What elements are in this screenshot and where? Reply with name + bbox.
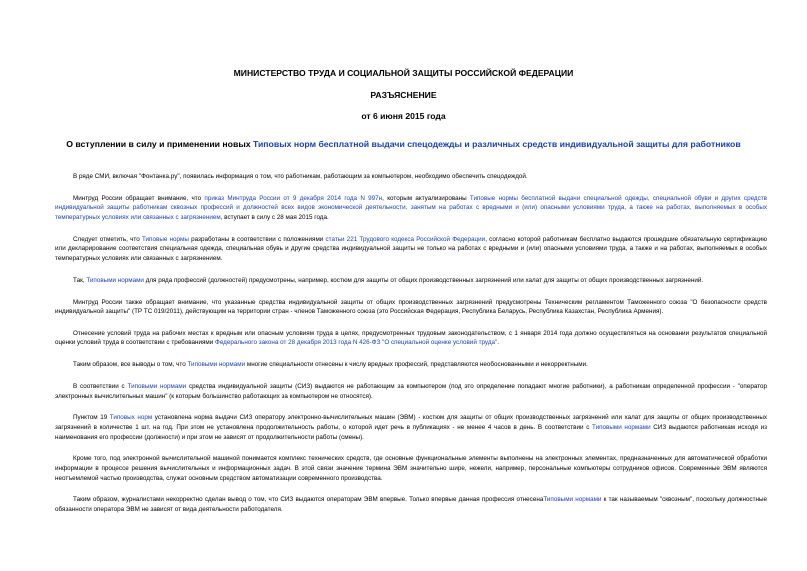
body-paragraph <box>55 382 767 401</box>
document-link[interactable]: Типовыми нормами <box>127 383 187 391</box>
document-link[interactable]: Типовых норм <box>109 414 153 422</box>
body-paragraph <box>55 235 767 264</box>
document-link[interactable]: Типовые нормы бесплатной выдачи специальной одежды, специальной обуви и других средств индивидуальной защиты работникам сквозных профессий и должностей всех видов экономической деятельности, занятым на работах с вредными и (или) опасными условиями труда, а также на работах, выполняемых в особых температурных условиях или связанных с загрязнением <box>55 194 767 221</box>
paragraph-text: . <box>497 339 500 347</box>
paragraph-text: разработаны в соответствии с положениями <box>188 235 326 243</box>
document-link[interactable]: Типовыми нормами <box>86 276 144 284</box>
paragraph-text: , согласно которой работникам бесплатно выдаются прошедшие обязательную сертификацию или декларирование соответствия специальная одежда, специальная обувь и другие средства индивидуальной защиты не только на работах с вредными и (или) опасными условиями труда, а также и на работах, выполняемых в особых температурных условиях или связанных с загрязнением. <box>55 235 767 262</box>
title-link[interactable]: Типовых норм бесплатной выдачи спецодежды и различных средств индивидуальной защиты для работников <box>252 139 741 149</box>
document-link[interactable]: статьи 221 Трудового кодекса Российской Федерации <box>325 235 486 243</box>
paragraph-text: Минтруд России также обращает внимание, что указанные средства индивидуальной защиты от общих производственных загрязнений предусмотрены Техническим регламентом Таможенного союза "О безопасности средств индивидуальной защиты" (ТР ТС 019/2011), действующим на территории стран - членов Таможенного союза (это Российская Федерация, Республика Беларусь, Республика Казахстан, Республика Армения). <box>55 298 767 316</box>
paragraph-text: СИЗ выдаются работникам исходя из наименования его профессии (должности) и при этом не зависят от продолжительности работы (смены). <box>55 424 767 441</box>
paragraph-text: для ряда профессий (должностей) предусмотрены, например, костюм для защиты от общих производственных загрязнений или халат для защиты от общих производственных загрязнений. <box>143 276 704 284</box>
paragraph-text: Следует отметить, что <box>73 235 142 243</box>
paragraph-text: , вступает в силу с 28 мая 2015 года. <box>220 213 329 221</box>
paragraph-text: В ряде СМИ, включая "Фонтанка.ру", появилась информация о том, что работникам, работающим за компьютером, необходимо обеспечить спецодеждой. <box>73 173 528 180</box>
body-paragraph <box>55 360 767 370</box>
document-type-heading: РАЗЪЯСНЕНИЕ <box>370 90 437 100</box>
paragraph-text: средства индивидуальной защиты (СИЗ) выдаются не работающим за компьютером (под это определение попадают многие работники), а работникам определенной профессии - "оператор электронных вычислительных машин" (к которым большинство работающих за компьютером не относятся). <box>55 383 768 400</box>
body-paragraph <box>55 454 767 483</box>
document-date: от 6 июня 2015 года <box>361 111 446 121</box>
document-link[interactable]: Типовыми нормами <box>187 361 246 369</box>
body-paragraph <box>55 276 767 286</box>
paragraph-text: В соответствии с <box>73 383 128 391</box>
document-body <box>55 172 767 527</box>
paragraph-text: многие специальности отнесены к числу вредных профессий, представляются необоснованными и некорректными. <box>245 361 588 369</box>
paragraph-text: Пунктом 19 <box>73 414 110 422</box>
paragraph-text: Таким образом, все выводы о том, что <box>73 361 188 369</box>
paragraph-text: Таким образом, журналистами некорректно сделан вывод о том, что СИЗ выдаются операторам ЭВМ впервые. Только впервые данная профессия отнесена <box>73 496 544 504</box>
paragraph-text: Минтруд России обращает внимание, что <box>73 194 205 202</box>
document-link[interactable]: приказ Минтруда России от 9 декабря 2014 года N 997н <box>204 194 383 202</box>
document-link[interactable]: Типовые нормы <box>141 235 189 243</box>
title-prefix: О вступлении в силу и применении новых <box>66 139 253 149</box>
paragraph-text: установлена норма выдачи СИЗ оператору электронно-вычислительных машин (ЭВМ) - костюм для защиты от общих производственных загрязнений или халат для защиты от общих производственных загрязнений в количестве 1 шт. на год. При этом не установлена продолжительность работы, о которой идет речь в публикациях - не менее 4 часов в день. В соответствии с <box>55 414 767 431</box>
body-paragraph <box>55 495 767 514</box>
body-paragraph <box>55 172 767 182</box>
paragraph-text: Отнесение условий труда на рабочих местах к вредным или опасным условиям труда в целях, предусмотренных трудовым законодательством, с 1 января 2014 года должно осуществляться на основании результатов специальной оценки условий труда в соответствии с требованиями <box>55 329 767 347</box>
paragraph-text: , которым актуализированы <box>382 194 470 202</box>
body-paragraph <box>55 298 767 317</box>
body-paragraph <box>55 329 767 348</box>
document-link[interactable]: Федерального закона от 28 декабря 2013 года N 426-ФЗ "О специальной оценке условий труда" <box>215 339 498 347</box>
paragraph-text: к так называемым "сквозным", поскольку должностные обязанности оператора ЭВМ не зависят от вида деятельности работодателя. <box>55 496 768 513</box>
paragraph-text: Так, <box>73 276 87 284</box>
document-link[interactable]: Типовыми нормами <box>543 496 602 504</box>
paragraph-text: Кроме того, под электронной вычислительной машиной понимается комплекс технических средств, где основные функциональные элементы выполнены на электронных элементах, предназначенных для автоматической обработки информации в процессе решения вычислительных и информационных задач. В этой связи значение термина ЭВМ значительно шире, нежели, например, персональные компьютеры сотрудников офисов. Современные ЭВМ являются неотъемлемой частью производства, служат основным средством автоматизации современного производства. <box>55 455 767 482</box>
body-paragraph <box>55 194 767 223</box>
document-title <box>38 139 769 149</box>
ministry-heading: МИНИСТЕРСТВО ТРУДА И СОЦИАЛЬНОЙ ЗАЩИТЫ РОССИЙСКОЙ ФЕДЕРАЦИИ <box>233 68 574 78</box>
document-link[interactable]: Типовыми нормами <box>592 424 651 431</box>
body-paragraph <box>55 413 767 442</box>
